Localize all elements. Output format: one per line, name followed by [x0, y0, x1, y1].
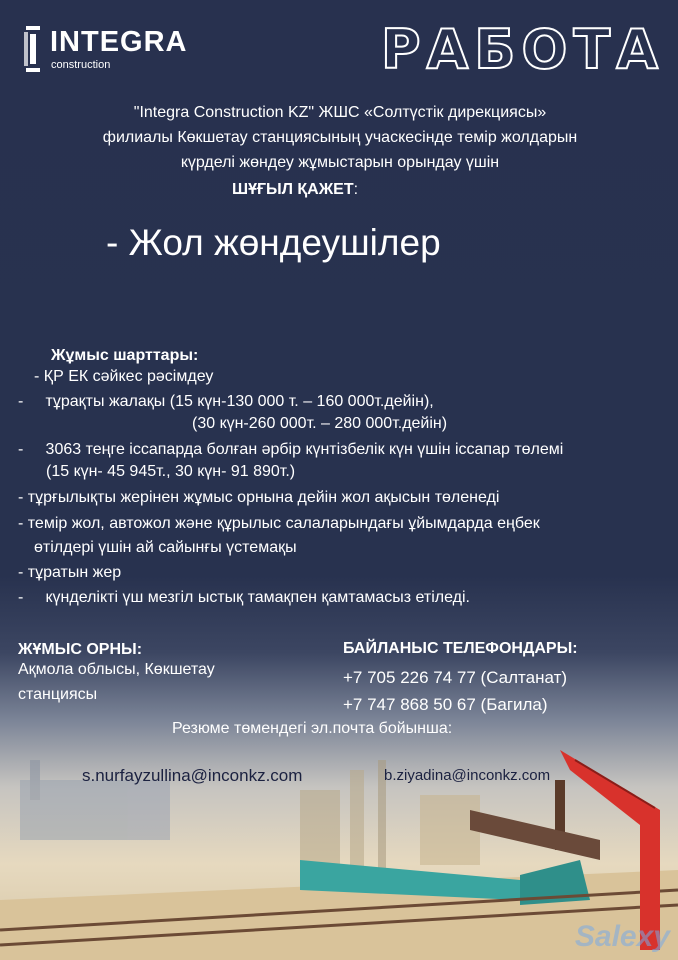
condition-item: - 3063 теңге іссапарда болған әрбір күнтізбелік күн үшін іссапар төлемі	[18, 441, 564, 458]
condition-item: - тұрақты жалақы (15 күн-130 000 т. – 160 000т.дейін),	[18, 393, 434, 410]
condition-item: - күнделікті үш мезгіл ыстық тамақпен қамтамасыз етіледі.	[18, 589, 470, 606]
condition-item: - тұратын жер	[18, 564, 122, 581]
intro-line: "Integra Construction KZ" ЖШС «Солтүстік дирекциясы»	[133, 104, 547, 121]
urgent-label	[232, 181, 358, 199]
phone-link[interactable]: +7 747 868 50 67 (Багила)	[343, 695, 548, 714]
watermark: Salexy	[574, 920, 670, 953]
condition-item: - ҚР ЕК сәйкес рәсімдеу	[34, 368, 214, 385]
workplace-title: ЖҰМЫС ОРНЫ:	[18, 641, 143, 658]
resume-note: Резюме төмендегі эл.почта бойынша:	[172, 720, 453, 737]
phones-title: БАЙЛАНЫС ТЕЛЕФОНДАРЫ:	[343, 640, 578, 657]
urgent-colon: :	[353, 181, 359, 198]
condition-item: өтілдері үшін ай сайынғы үстемақы	[34, 539, 297, 556]
condition-item: - темір жол, автожол және құрылыс салаларындағы ұйымдарда еңбек	[18, 515, 540, 532]
workplace-line: станциясы	[18, 686, 98, 703]
phone-link[interactable]: +7 705 226 74 77 (Салтанат)	[343, 668, 568, 687]
position-title: - Жол жөндеушілер	[106, 222, 441, 263]
logo-mark-icon	[24, 26, 42, 72]
urgent-text: ШҰҒЫЛ ҚАЖЕТ	[232, 181, 354, 198]
intro-line: филиалы Көкшетау станциясының учаскесінде темір жолдарын	[102, 129, 578, 146]
rail-panel	[470, 810, 600, 860]
headline: РАБОТА	[380, 18, 664, 81]
email-link[interactable]: b.ziyadina@inconkz.com	[384, 767, 551, 784]
conditions-title: Жұмыс шарттары:	[51, 347, 199, 364]
email-link[interactable]: s.nurfayzullina@inconkz.com	[82, 766, 303, 785]
logo-title: INTEGRA	[50, 26, 188, 58]
condition-item: (30 күн-260 000т. – 280 000т.дейін)	[192, 415, 448, 432]
intro-line: күрделі жөндеу жұмыстарын орындау үшін	[180, 154, 500, 171]
intro-paragraph	[40, 100, 640, 175]
condition-item: - тұрғылықты жерінен жұмыс орнына дейін жол ақысын төленеді	[18, 489, 500, 506]
workplace-line: Ақмола облысы, Көкшетау	[18, 661, 215, 678]
condition-item: (15 күн- 45 945т., 30 күн- 91 890т.)	[46, 463, 296, 480]
logo-subtitle: construction	[51, 59, 111, 71]
company-logo	[24, 24, 224, 74]
